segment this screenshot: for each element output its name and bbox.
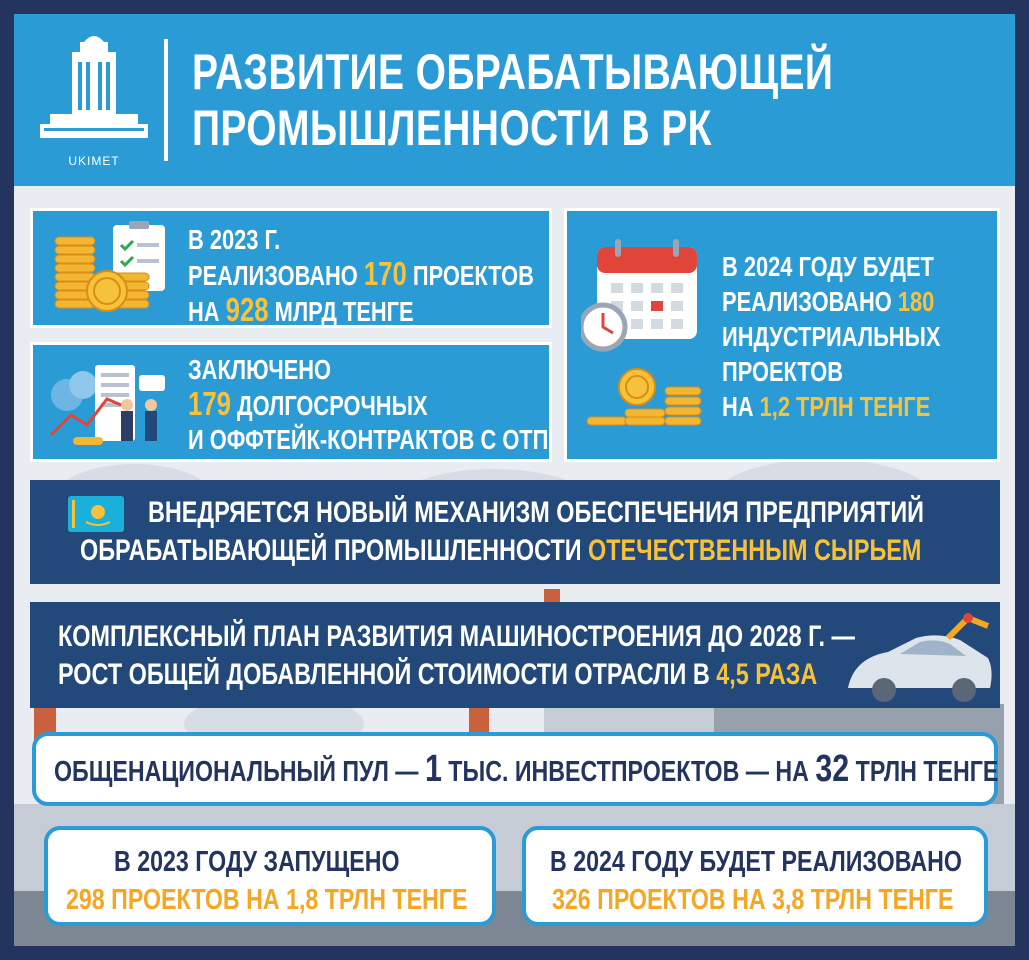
contracts-count: 179 — [188, 385, 231, 422]
planned-2024-line1: В 2024 ГОДУ БУДЕТ РЕАЛИЗОВАНО — [550, 846, 962, 878]
stat-box-2023-line1: В 2023 Г. — [188, 224, 281, 255]
stat-box-2024-line2: РЕАЛИЗОВАНО 180 — [722, 286, 935, 317]
page-title — [192, 44, 834, 156]
title-line-1: РАЗВИТИЕ ОБРАБАТЫВАЮЩЕЙ — [192, 44, 834, 100]
stat-box-2024-line1: В 2024 ГОДУ БУДЕТ — [722, 251, 934, 282]
stat-box-2023-line3: НА 928 МЛРД ТЕНГЕ — [188, 291, 414, 328]
header — [14, 14, 1015, 186]
title-line-2: ПРОМЫШЛЕННОСТИ В РК — [192, 100, 712, 156]
stat-box-2023-text — [188, 223, 534, 329]
infographic-canvas — [14, 14, 1015, 946]
stat-box-contracts-line3: И ОФФТЕЙК-КОНТРАКТОВ С ОТП — [188, 424, 549, 455]
kazakhstan-flag-icon — [68, 496, 124, 532]
stat-box-2023-line2: РЕАЛИЗОВАНО 170 ПРОЕКТОВ — [188, 255, 534, 292]
stat-box-2023 — [30, 208, 552, 328]
pool-count: 1 — [424, 748, 442, 790]
stat-box-2024-line3: ИНДУСТРИАЛЬНЫХ — [722, 321, 941, 352]
launched-2023-card — [44, 826, 496, 926]
stat-box-contracts-line1: ЗАКЛЮЧЕНО — [188, 354, 332, 385]
logo-text: UKIMET — [68, 154, 120, 168]
stat-box-contracts-line2: 179 ДОЛГОСРОЧНЫХ — [188, 385, 428, 422]
planned-2024-line2: 326 ПРОЕКТОВ НА 3,8 ТРЛН ТЕНГЕ — [552, 884, 954, 916]
investment-2024-amount: 1,2 ТРЛН ТЕНГЕ — [759, 391, 931, 422]
machinery-plan-banner — [30, 602, 1000, 708]
car-robot-arm-icon — [838, 608, 998, 704]
stat-box-contracts — [30, 342, 552, 462]
machinery-plan-line2: РОСТ ОБЩЕЙ ДОБАВЛЕННОЙ СТОИМОСТИ ОТРАСЛИ В 4,5 РАЗА — [58, 658, 818, 691]
launched-2023-line2: 298 ПРОЕКТОВ НА 1,8 ТРЛН ТЕНГЕ — [66, 884, 468, 916]
government-building-icon — [34, 32, 154, 152]
raw-materials-line2: ОБРАБАТЫВАЮЩЕЙ ПРОМЫШЛЕННОСТИ ОТЕЧЕСТВЕННЫМ СЫРЬЕМ — [80, 534, 922, 567]
logo — [34, 32, 154, 172]
machinery-plan-line1: КОМПЛЕКСНЫЙ ПЛАН РАЗВИТИЯ МАШИНОСТРОЕНИЯ ДО 2028 Г. — — [58, 620, 855, 653]
stat-box-2024-text — [722, 249, 940, 424]
raw-materials-highlight: ОТЕЧЕСТВЕННЫМ СЫРЬЕМ — [588, 534, 922, 567]
projects-2024-count: 180 — [897, 286, 935, 317]
business-deal-icon — [47, 355, 177, 455]
investment-amount: 928 — [225, 291, 269, 328]
pool-amount: 32 — [815, 748, 850, 790]
stat-box-contracts-text — [188, 353, 548, 457]
planned-2024-card — [522, 826, 988, 926]
national-pool-text: ОБЩЕНАЦИОНАЛЬНЫЙ ПУЛ — 1 ТЫС. ИНВЕСТПРОЕКТОВ — НА 32 ТРЛН ТЕНГЕ — [54, 748, 999, 790]
raw-materials-banner — [30, 480, 1000, 584]
launched-2023-line1: В 2023 ГОДУ ЗАПУЩЕНО — [114, 846, 400, 878]
coins-clipboard-icon — [51, 219, 171, 319]
calendar-coins-icon — [581, 237, 711, 437]
header-divider — [164, 39, 168, 161]
stat-box-2024-line4: ПРОЕКТОВ — [722, 356, 843, 387]
growth-multiplier: 4,5 РАЗА — [716, 658, 818, 691]
stat-box-2024-line5: НА 1,2 ТРЛН ТЕНГЕ — [722, 391, 931, 422]
projects-count: 170 — [363, 255, 407, 292]
national-pool-card — [32, 732, 998, 806]
stat-box-2024 — [564, 208, 1000, 462]
raw-materials-line1: ВНЕДРЯЕТСЯ НОВЫЙ МЕХАНИЗМ ОБЕСПЕЧЕНИЯ ПРЕДПРИЯТИЙ — [148, 496, 924, 529]
